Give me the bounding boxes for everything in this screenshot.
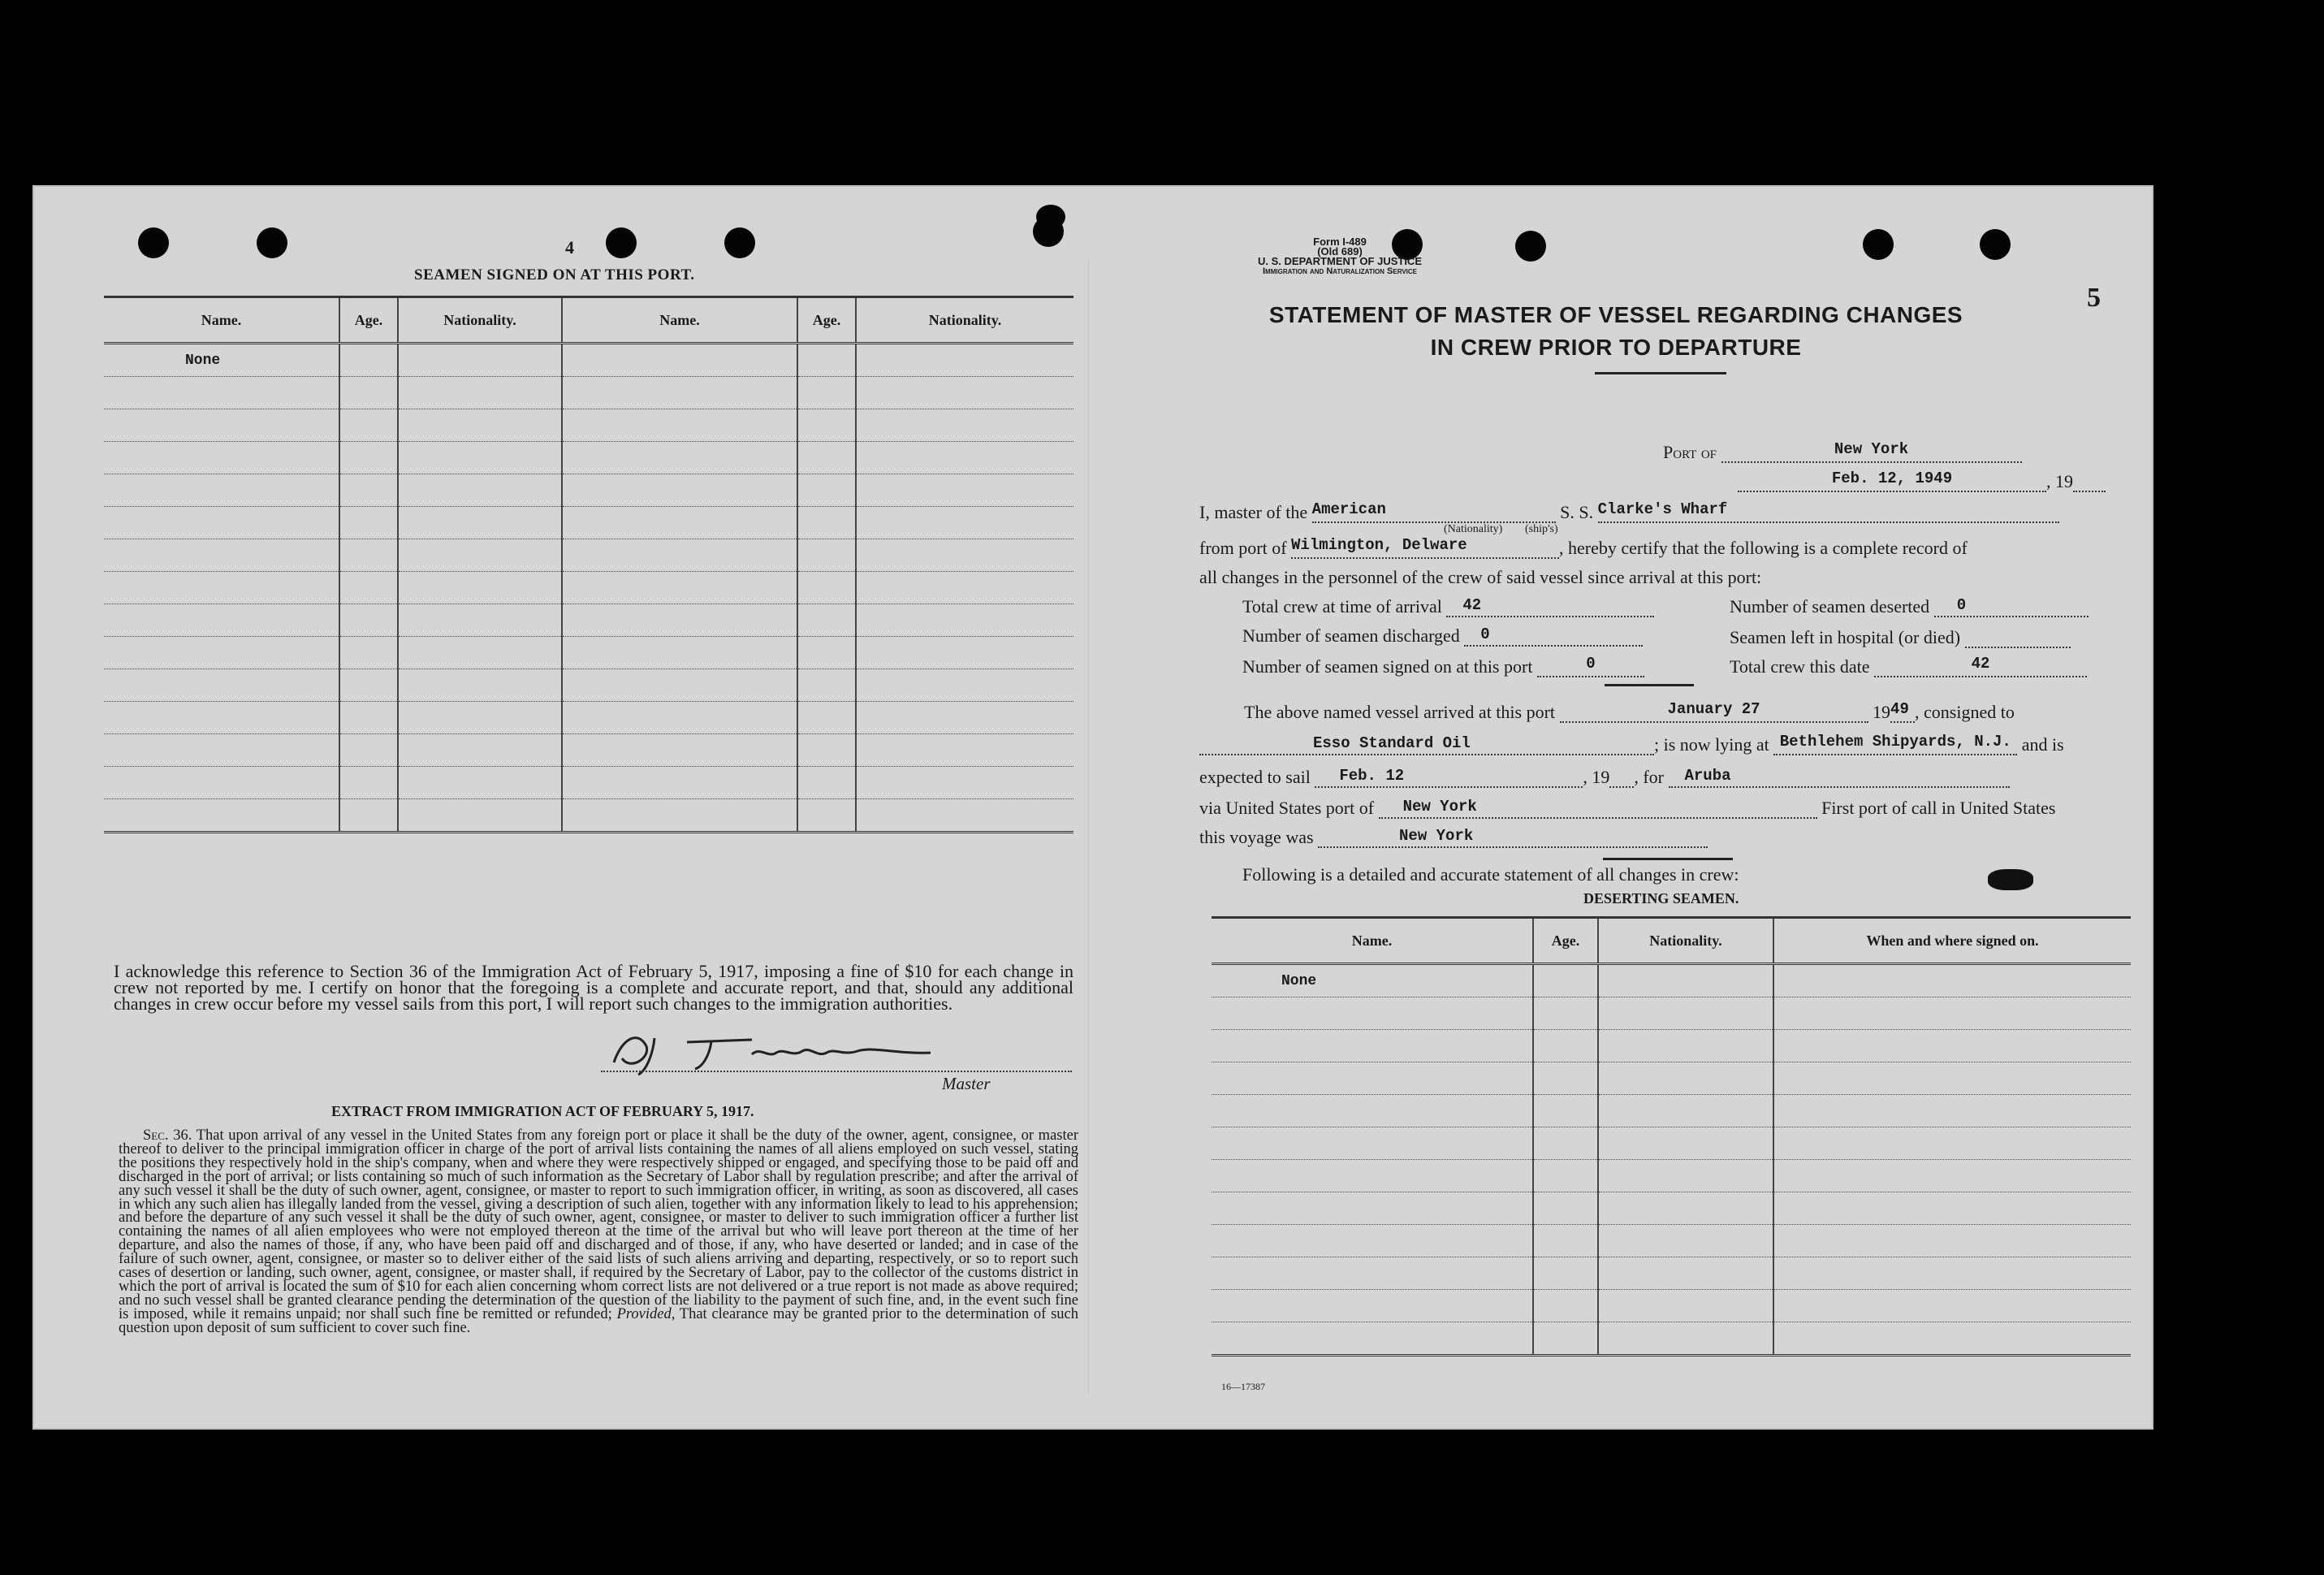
discharged-label: Number of seamen discharged — [1242, 625, 1460, 646]
column-header: Nationality. — [856, 297, 1073, 344]
date-year-blank — [2073, 469, 2106, 492]
table-cell — [1598, 964, 1773, 997]
certify-line-2: all changes in the personnel of the crew of said vessel since arrival at this port: — [1199, 567, 1762, 587]
deserted-line — [1730, 596, 2089, 617]
table-cell — [562, 344, 797, 377]
counts-rule — [1605, 684, 1694, 686]
voyage-line — [1199, 827, 1708, 848]
table-cell — [1533, 964, 1598, 997]
ss-label: S. S. — [1560, 502, 1594, 522]
following-text: Following is a detailed and accurate statement of all changes in crew: — [1242, 864, 1739, 885]
form-title — [1251, 299, 1981, 364]
section-title: SEAMEN SIGNED ON AT THIS PORT. — [414, 266, 695, 283]
deserting-seamen-table — [1212, 916, 2131, 1356]
total-crew-date-label: Total crew this date — [1730, 656, 1870, 677]
acknowledgment-text: I acknowledge this reference to Section 36 of the Immigration Act of February 5, 1917, imposing a fine of $10 for each change in crew not reported by me. I certify on honor that the foregoing is a complete and accurate report, and that, should any additional changes in crew occur before my vessel sails from this port, I will report such changes to the immigration authorities. — [114, 961, 1073, 1014]
deserted-value: 0 — [1934, 596, 2089, 617]
expected-value: Feb. 12 — [1315, 767, 1583, 788]
ink-blot — [1988, 869, 2033, 890]
column-header: Name. — [1212, 918, 1533, 964]
voyage-rule — [1603, 858, 1733, 860]
table-row — [104, 799, 1073, 833]
first-port-label: First port of call in United States — [1821, 798, 2056, 818]
master-line — [1199, 500, 2059, 523]
right-page — [1121, 185, 2152, 1430]
extract-section: Sec. 36. — [143, 1127, 192, 1144]
column-header: Name. — [562, 297, 797, 344]
table-row — [104, 604, 1073, 637]
consignee-value: Esso Standard Oil — [1199, 734, 1654, 755]
arrived-year-prefix: 19 — [1873, 702, 1891, 722]
table-row — [104, 702, 1073, 734]
from-port-value: Wilmington, Delware — [1291, 536, 1559, 559]
service: Immigration and Naturalization Service — [1262, 266, 1417, 276]
discharged-value: 0 — [1464, 625, 1643, 647]
consigned-label: , consigned to — [1915, 702, 2015, 722]
form-number: Form I-489 — [1313, 236, 1367, 248]
table-row — [1212, 1030, 2131, 1062]
port-value: New York — [1721, 440, 2022, 463]
total-crew-arrival-label: Total crew at time of arrival — [1242, 596, 1442, 617]
document-sheet — [32, 185, 2153, 1430]
via-value: New York — [1379, 798, 1817, 819]
left-page — [32, 185, 1088, 1430]
table-row — [104, 442, 1073, 474]
expected-line — [1199, 765, 2010, 788]
table-row — [1212, 1095, 2131, 1127]
table-row — [1212, 1127, 2131, 1160]
extract-title: EXTRACT FROM IMMIGRATION ACT OF FEBRUARY 5, 1917. — [331, 1103, 754, 1119]
date-suffix: , 19 — [2046, 471, 2073, 491]
arrived-year: 49 — [1890, 700, 1915, 723]
via-line — [1199, 798, 2055, 819]
table-row — [104, 409, 1073, 442]
column-header: Age. — [339, 297, 398, 344]
expected-year: , 19 — [1583, 767, 1610, 787]
column-header: Name. — [104, 297, 339, 344]
table-cell — [1773, 964, 2131, 997]
signed-on-value: 0 — [1537, 655, 1644, 677]
arrived-line — [1244, 700, 2015, 723]
table-row — [1212, 997, 2131, 1030]
certify-text: , hereby certify that the following is a complete record of — [1559, 538, 1968, 558]
arrived-label: The above named vessel arrived at this port — [1244, 702, 1556, 722]
lying-value: Bethlehem Shipyards, N.J. — [1773, 733, 2017, 755]
print-code: 16—17387 — [1221, 1381, 1265, 1392]
master-label: Master — [942, 1074, 991, 1093]
ship-caption: (ship's) — [1525, 523, 1558, 535]
expected-year-blank — [1609, 765, 1634, 788]
from-port-label: from port of — [1199, 538, 1287, 558]
column-header: Age. — [1533, 918, 1598, 964]
form-header — [1202, 237, 1478, 276]
lying-label: ; is now lying at — [1654, 734, 1769, 755]
table-row — [104, 669, 1073, 702]
nationality-caption: (Nationality) — [1444, 523, 1503, 535]
nationality-value: American — [1312, 500, 1556, 523]
fold-line — [1088, 258, 1089, 1395]
table-row — [104, 734, 1073, 767]
title-rule — [1595, 372, 1726, 374]
date-line — [1738, 469, 2106, 492]
table-row — [1212, 1257, 2131, 1290]
table-row — [1212, 964, 2131, 997]
date-value: Feb. 12, 1949 — [1738, 469, 2046, 492]
table-row — [104, 377, 1073, 409]
title-line-2: IN CREW PRIOR TO DEPARTURE — [1430, 335, 1802, 360]
form-old: (Old 689) — [1317, 245, 1363, 257]
table-row — [1212, 1062, 2131, 1095]
from-port-line — [1199, 536, 1968, 559]
deserted-label: Number of seamen deserted — [1730, 596, 1930, 617]
hospital-label: Seamen left in hospital (or died) — [1730, 627, 1961, 647]
table-row — [104, 474, 1073, 507]
page-number: 4 — [565, 237, 574, 257]
table-header-row — [104, 297, 1073, 344]
voyage-label: this voyage was — [1199, 827, 1314, 847]
table-cell — [856, 344, 1073, 377]
extract-tail: That clearance may be granted prior to the determination of such question upon deposit of sum sufficient to cover such fine. — [119, 1305, 1078, 1336]
extract-proviso: Provided, — [616, 1305, 676, 1322]
table-row — [1212, 1160, 2131, 1192]
consignee-line — [1199, 733, 2064, 755]
signature-line — [601, 1071, 1072, 1072]
and-is: and is — [2021, 734, 2064, 755]
hospital-line — [1730, 625, 2071, 648]
for-label: , for — [1634, 767, 1664, 787]
discharged-line — [1242, 625, 1643, 647]
column-header: When and where signed on. — [1773, 918, 2131, 964]
extract-text: That upon arrival of any vessel in the United States from any foreign port or place it shall be the duty of the owner, agent, consignee, or master thereof to deliver to the principal immigration officer in charge of the port of arrival lists containing the names of all aliens employed on such vessel, stating the positions they respectively hold in the ship's company, when and where they were respectively shipped or engaged, and specifying those to be paid off and discharged in the port of arrival; or lists containing so much of such information as the Secretary of Labor shall by regulation prescribe; and after the arrival of any such vessel it shall be the duty of such owner, agent, consignee, or master to report to such immigration officer, in writing, as soon as discovered, all cases in which any such alien has illegally landed from the vessel, giving a description of such alien, together with any information likely to lead to his apprehension; and before the departure of any such vessel it shall be the duty of such owner, agent, consignee, or master to deliver to such immigration officer a further list containing the names of all alien employees who were not employed thereon at the time of the arrival but who will leave port thereon at the time of her departure, and also the names of those, if any, who have been paid off and discharged and of those, if any, who have deserted or landed; and in case of the failure of such owner, agent, consignee, or master so to deliver either of the said lists of such aliens arriving and departing, respectively, or so to report such cases of desertion or landing, such owner, agent, consignee, or master shall, if required by the Secretary of Labor, pay to the collector of the customs district in which the port of arrival is located the sum of $10 for each alien concerning whom correct lists are not delivered or a true report is not made as above required; and no such vessel shall be granted clearance pending the determination of the question of the liability to the payment of such fine, and, in the event such fine is imposed, while it remains unpaid; nor shall such fine be remitted or refunded; — [119, 1127, 1078, 1322]
title-line-1: STATEMENT OF MASTER OF VESSEL REGARDING CHANGES — [1268, 302, 1963, 327]
table-row — [1212, 1225, 2131, 1257]
total-crew-arrival-value: 42 — [1446, 596, 1654, 617]
column-header: Nationality. — [1598, 918, 1773, 964]
total-crew-date-value: 42 — [1874, 655, 2087, 677]
column-header: Age. — [797, 297, 856, 344]
port-label: Port of — [1663, 442, 1717, 462]
seamen-signed-on-table — [104, 296, 1073, 833]
signed-on-line — [1242, 655, 1644, 677]
table-row — [104, 637, 1073, 669]
table-row — [1212, 1192, 2131, 1225]
department: U. S. DEPARTMENT OF JUSTICE — [1258, 255, 1422, 267]
table-row — [104, 344, 1073, 377]
table-row — [104, 507, 1073, 539]
table-row — [104, 572, 1073, 604]
total-crew-date-line — [1730, 655, 2087, 677]
arrived-value: January 27 — [1560, 700, 1868, 723]
table-cell: None — [1212, 964, 1533, 997]
table-row — [104, 767, 1073, 799]
signed-on-label: Number of seamen signed on at this port — [1242, 656, 1533, 677]
table-cell — [339, 344, 398, 377]
table-row — [1212, 1290, 2131, 1322]
table-cell — [398, 344, 562, 377]
page-number: 5 — [2087, 283, 2101, 313]
ship-name: Clarke's Wharf — [1598, 500, 2059, 523]
hospital-value — [1965, 625, 2071, 648]
column-header: Nationality. — [398, 297, 562, 344]
via-label: via United States port of — [1199, 798, 1375, 818]
expected-label: expected to sail — [1199, 767, 1311, 787]
port-line — [1663, 440, 2022, 463]
extract-paragraph — [119, 1129, 1078, 1335]
table-cell — [797, 344, 856, 377]
deserting-title: DESERTING SEAMEN. — [1583, 890, 1739, 906]
table-row — [1212, 1322, 2131, 1356]
voyage-value: New York — [1318, 827, 1708, 848]
table-cell: None — [104, 344, 339, 377]
master-of-label: I, master of the — [1199, 502, 1308, 522]
for-value: Aruba — [1669, 767, 2010, 788]
table-row — [104, 539, 1073, 572]
table-header-row — [1212, 918, 2131, 964]
total-crew-arrival-line — [1242, 596, 1654, 617]
